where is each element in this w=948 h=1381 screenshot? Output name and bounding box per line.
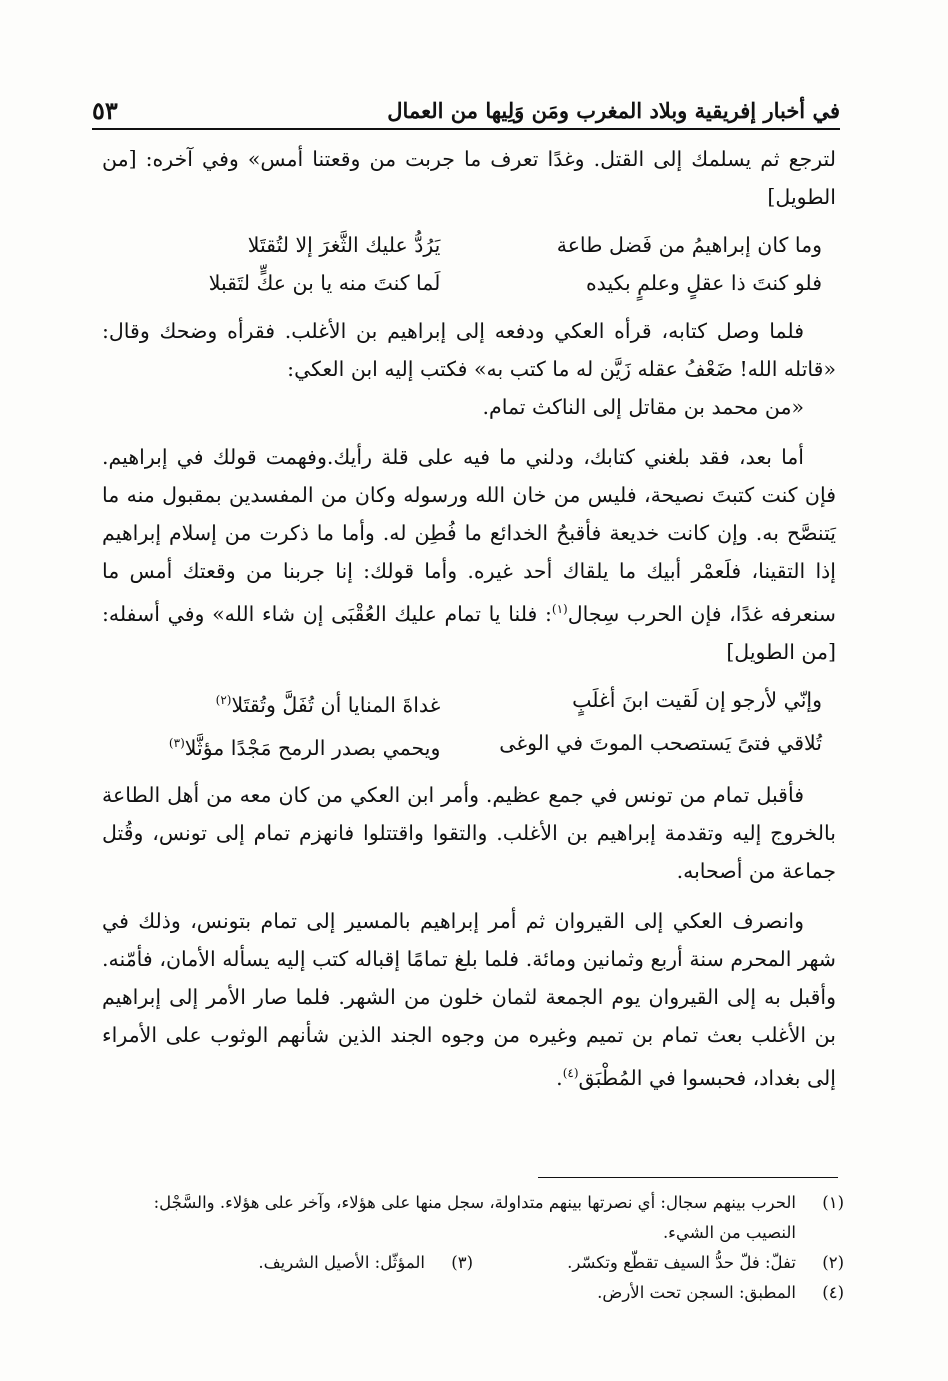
- verse-block-1: [102, 226, 836, 302]
- footnote-ref: (٣): [168, 735, 185, 750]
- verse-text: ويحمي بصدر الرمح مَجْدًا مؤثَّلا: [184, 735, 441, 760]
- verse-hemistich: فلو كنتَ ذا عقلٍ وعلمٍ بكيده: [585, 271, 822, 295]
- verse-hemistich: وإنّي لأرجو إن لَقيت ابنَ أغلَبٍ: [572, 687, 822, 712]
- page-header: [92, 90, 840, 130]
- page-number: ٥٣: [92, 96, 118, 125]
- verse-text: غداةَ المنايا أن تُفَلَّ وتُقتَلا: [231, 692, 441, 717]
- footnote-row: [102, 1248, 844, 1278]
- verse-hemistich: يَرُدُّ عليك الثَّغرَ إلا لتُقتَلا: [247, 233, 441, 257]
- footnote-2: [473, 1248, 844, 1278]
- verse-hemistich: وما كان إبراهيمُ من فَضل طاعة: [556, 233, 822, 257]
- footnote-divider: [538, 1177, 838, 1178]
- paragraph-1: لترجع ثم يسلمك إلى القتل. وغدًا تعرف ما جربت من وقعتنا أمس» وفي آخره: [من الطويل]: [102, 147, 836, 209]
- paragraph-6-text-a: وانصرف العكي إلى القيروان ثم أمر إبراهيم بالمسير إلى تمام بتونس، وذلك في شهر المحرم سنة أربع وثمانين ومائة. فلما بلغ تمامًا إقباله كتب إليه يسأله الأمان، فأمّنه. وأقبل به إلى القيروان يوم الجمعة لثمان خلون من الشهر. فلما صار الأمر إلى إبراهيم بن الأغلب بعث تمام بن تميم وغيره من وجوه الجند الذين شأنهم الوثوب على الأمراء إلى بغداد، فحبسوا في المُطْبَق: [102, 909, 836, 1091]
- footnote-number: (٤): [822, 1283, 844, 1302]
- footnote-number: (٣): [451, 1253, 473, 1272]
- footnote-ref: (١): [551, 602, 568, 616]
- running-title: في أخبار إفريقية وبلاد المغرب ومَن وَلِيها من العمال: [387, 98, 840, 123]
- footnote-number: (٢): [822, 1253, 844, 1272]
- footnote-text: الحرب بينهم سجال: أي نصرتها بينهم متداولة، سجل منها على هؤلاء، وآخر على هؤلاء. والسَّجْل: النصيب من الشيء.: [153, 1193, 796, 1242]
- paragraph-5: فأقبل تمام من تونس في جمع عظيم. وأمر ابن العكي من كان معه من أهل الطاعة بالخروج إليه وتقدمة إبراهيم بن الأغلب. والتقوا واقتتلوا فانهزم تمام إلى تونس، وقُتل جماعة من أصحابه.: [102, 783, 836, 884]
- paragraph-6-text-b: .: [556, 1066, 563, 1091]
- footnote-number: (١): [822, 1193, 844, 1212]
- paragraph-6: [102, 902, 836, 1097]
- paragraph-4-text-b: : فلنا يا تمام عليك العُقْبَى إن شاء الله» وفي أسفله: [من الطويل]: [102, 601, 836, 664]
- footnote-4: [102, 1278, 844, 1308]
- footnote-ref: (٤): [562, 1066, 579, 1081]
- verse-hemistich: تُلاقي فتىً يَستصحب الموتَ في الوغى: [499, 730, 822, 755]
- paragraph-3: «من محمد بن مقاتل إلى الناكث تمام.: [482, 395, 804, 419]
- verse-hemistich: لَما كنتَ منه يا بن عكٍّ لتَقبلا: [208, 271, 441, 295]
- paragraph-2: فلما وصل كتابه، قرأه العكي ودفعه إلى إبراهيم بن الأغلب. فقرأه وضحك وقال: «قاتله الله! ضَعْفُ عقله زَيَّن له ما كتب به» فكتب إليه ابن العكي:: [102, 319, 836, 381]
- paragraph-4-text-a: أما بعد، فقد بلغني كتابك، ودلني ما فيه على قلة رأيك.وفهمت قولك في إبراهيم. فإن كنت كتبتَ نصيحة، فليس من خان الله ورسوله وكان من المفسدين بمقبول منه ما يَتنصَّح به. وإن كانت خديعة فأقبحُ الخدائع ما فُطِن له. وأما ما ذكرت من إسلام إبراهيم إذا التقينا، فلَعمْر أبيك ما يلقاك أحد غيره. وأما قولك: إنا جربنا من وقعتك أمس ما سنعرفه غدًا، فإن الحرب سِجال: [102, 445, 836, 626]
- verse-line: [102, 264, 836, 302]
- verse-line: [102, 681, 836, 724]
- footnote-text: المؤثّل: الأصيل الشريف.: [258, 1253, 425, 1272]
- footnote-1: [102, 1188, 844, 1248]
- footnote-text: المطبق: السجن تحت الأرض.: [597, 1283, 796, 1302]
- footnote-text: تفلّ: فلّ حدُّ السيف تقطّع وتكسّر.: [567, 1253, 796, 1272]
- main-text: [102, 140, 836, 1097]
- verse-hemistich: [102, 724, 440, 767]
- paragraph-4: [102, 438, 836, 671]
- verse-line: [102, 724, 836, 767]
- footnote-3: [102, 1248, 473, 1278]
- verse-block-2: [102, 681, 836, 767]
- footnotes: [102, 1188, 844, 1308]
- verse-hemistich: [102, 681, 440, 724]
- verse-line: [102, 226, 836, 264]
- footnote-ref: (٢): [215, 692, 232, 707]
